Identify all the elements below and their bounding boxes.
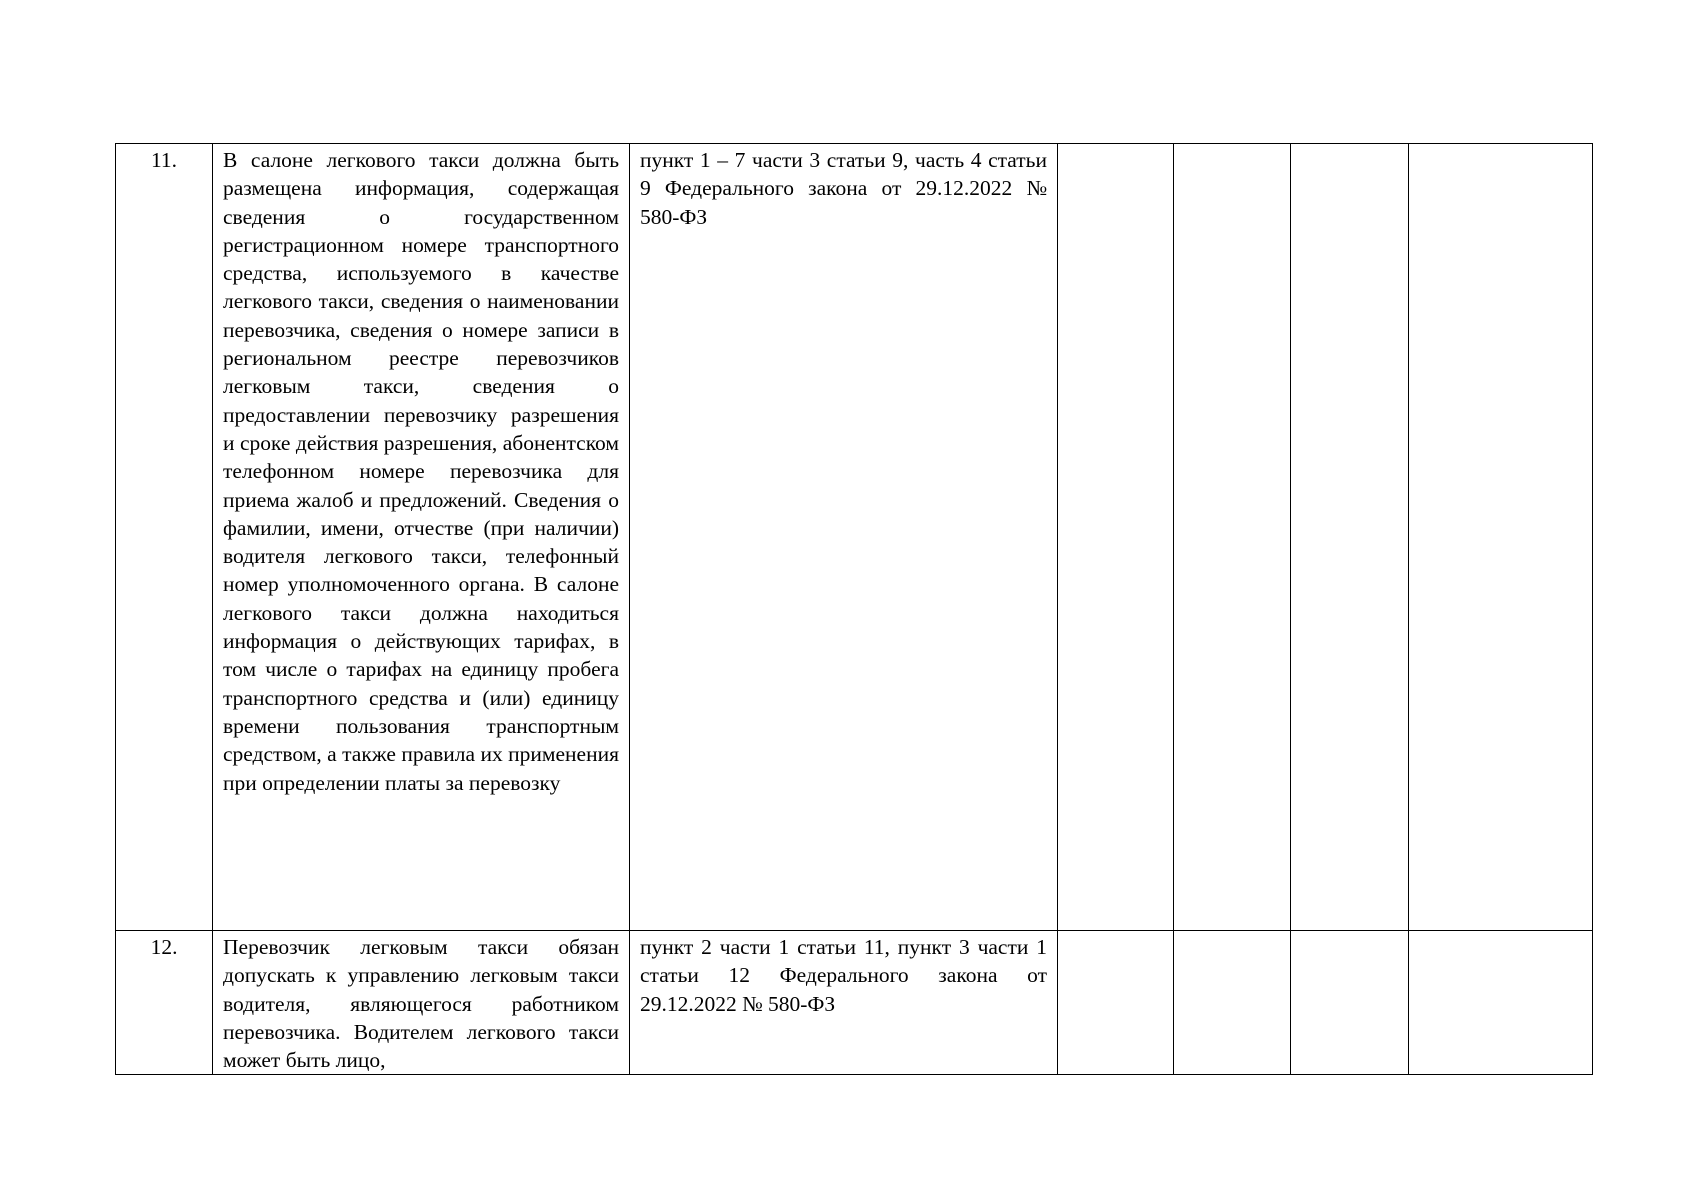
empty-cell — [1174, 931, 1291, 1075]
table-row — [116, 144, 1593, 931]
checklist-table — [115, 143, 1593, 1075]
legal-reference: пункт 1 – 7 части 3 статьи 9, часть 4 статьи 9 Федерального закона от 29.12.2022 № 580-ФЗ — [630, 144, 1058, 931]
empty-cell — [1058, 144, 1174, 931]
empty-cell — [1409, 931, 1593, 1075]
table-row — [116, 931, 1593, 1075]
requirement-text-cell — [213, 931, 630, 1075]
empty-cell — [1058, 931, 1174, 1075]
row-number: 12. — [116, 931, 213, 1075]
requirement-text: Перевозчик легковым такси обязан допускать к управлению легковым такси водителя, являющегося работником перевозчика. Водителем легкового такси может быть лицо, — [223, 935, 619, 1073]
empty-cell — [1174, 144, 1291, 931]
row-number: 11. — [116, 144, 213, 931]
requirement-text: В салоне легкового такси должна быть размещена информация, содержащая сведения о государственном регистрационном номере транспортного средства, используемого в качестве легкового такси, сведения о наименовании перевозчика, сведения о номере записи в региональном реестре перевозчиков легковым такси, сведения о предоставлении перевозчику разрешения и сроке действия разрешения, абонентском телефонном номере перевозчика для приема жалоб и предложений. Сведения о фамилии, имени, отчестве (при наличии) водителя легкового такси, телефонный номер уполномоченного органа. В салоне легкового такси должна находиться информация о действующих тарифах, в том числе о тарифах на единицу пробега транспортного средства и (или) единицу времени пользования транспортным средством, а также правила их применения при определении платы за перевозку — [213, 144, 630, 931]
empty-cell — [1291, 144, 1409, 931]
empty-cell — [1409, 144, 1593, 931]
legal-reference: пункт 2 части 1 статьи 11, пункт 3 части 1 статьи 12 Федерального закона от 29.12.2022 № 580-ФЗ — [630, 931, 1058, 1075]
empty-cell — [1291, 931, 1409, 1075]
